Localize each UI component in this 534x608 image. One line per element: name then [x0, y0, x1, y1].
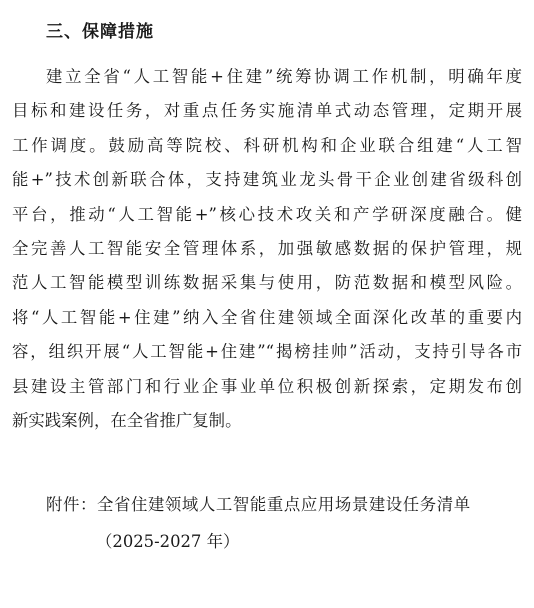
paragraph-line: 建立全省“人工智能+住建”统筹协调工作机制，明确年度 [46, 67, 522, 86]
body-paragraph [12, 60, 522, 438]
paragraph-line: 将“人工智能+住建”纳入全省住建领域全面深化改革的重要内 [12, 307, 522, 327]
paragraph-line: 容，组织开展“人工智能+住建”“揭榜挂帅”活动，支持引导各市 [12, 342, 522, 362]
paragraph-line: 平台，推动“人工智能+”核心技术攻关和产学研深度融合。健 [12, 204, 522, 224]
paragraph-line: 县建设主管部门和行业企事业单位积极创新探索，定期发布创 [12, 376, 522, 396]
paragraph-line: 工作调度。鼓励高等院校、科研机构和企业联合组建“人工智 [12, 135, 522, 155]
paragraph-line: 新实践案例，在全省推广复制。 [12, 410, 242, 430]
attachment-label: 附件：全省住建领域人工智能重点应用场景建设任务清单 [46, 495, 471, 514]
paragraph-line: 范人工智能模型训练数据采集与使用，防范数据和模型风险。 [12, 273, 522, 293]
paragraph-line: 能+”技术创新联合体，支持建筑业龙头骨干企业创建省级科创 [12, 170, 522, 190]
paragraph-line: 全完善人工智能安全管理体系，加强敏感数据的保护管理，规 [12, 238, 522, 258]
paragraph-line: 目标和建设任务，对重点任务实施清单式动态管理，定期开展 [12, 101, 522, 121]
section-heading: 三、保障措施 [46, 22, 154, 42]
attachment-year-range: （2025-2027 年） [96, 532, 240, 551]
